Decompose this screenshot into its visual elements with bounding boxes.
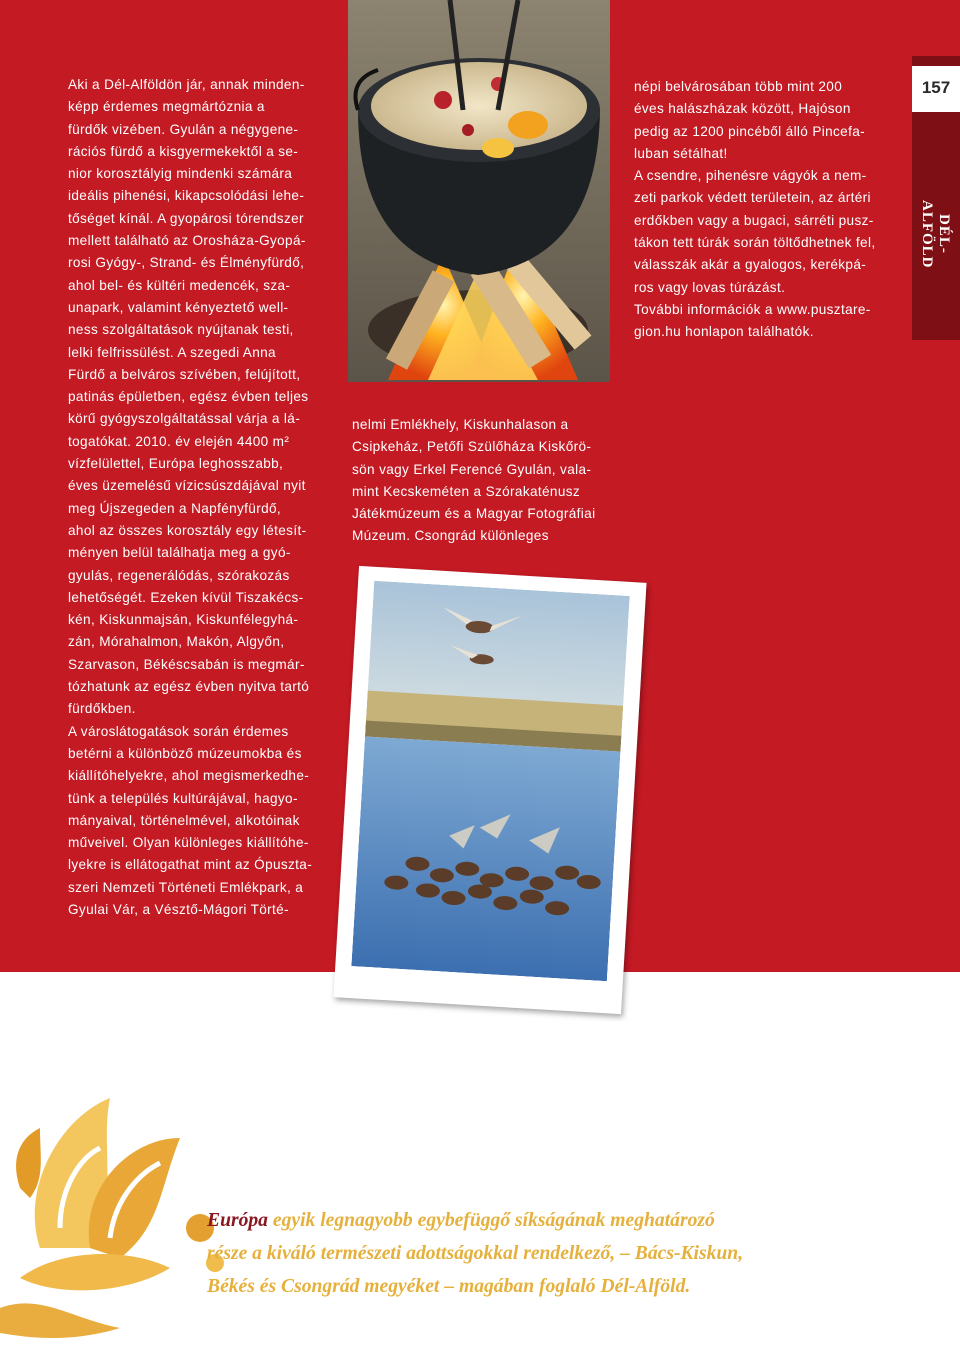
caption-line-1-rest: egyik legnagyobb egybefüggő síkságának meghatározó	[267, 1210, 715, 1231]
left-column-line: vízfelülettel, Európa leghosszabb,	[68, 456, 284, 472]
right-column-line: gion.hu honlapon találhatók.	[634, 324, 814, 340]
left-column-line: betérni a különböző múzeumokba és	[68, 745, 302, 761]
right-column-line: éves halászházak között, Hajóson	[634, 101, 851, 117]
left-column-line: körű gyógyszolgáltatással várja a lá-	[68, 411, 301, 427]
left-column-line: lyekre is ellátogathat mint az Ópuszta-	[68, 857, 313, 873]
right-column-line: zeti parkok védett területein, az ártéri	[634, 190, 871, 206]
left-column-line: képp érdemes megmártóznia a	[68, 99, 265, 115]
right-column-line: További információk a www.pusztare-	[634, 301, 871, 317]
left-column-line: műveivel. Olyan különleges kiállítóhe-	[68, 835, 309, 851]
middle-column-line: mint Kecskeméten a Szórakaténusz	[352, 483, 581, 499]
left-column-line: ideális pihenési, kikapcsolódási lehe-	[68, 188, 305, 204]
left-column-line: Szarvason, Békéscsabán is megmár-	[68, 656, 305, 672]
right-column-line: népi belvárosában több mint 200	[634, 79, 843, 94]
left-column-line: rosi Gyógy-, Strand- és Élményfürdő,	[68, 255, 305, 271]
right-text-column	[634, 76, 906, 344]
left-column-line: ness szolgáltatások nyújtanak testi,	[68, 322, 294, 338]
right-column-line: luban sétálhat!	[634, 145, 728, 161]
left-column-line: meg Újszegeden a Napfényfürdő,	[68, 500, 282, 516]
caption-lead: Európa	[207, 1210, 268, 1231]
left-column-line: Aki a Dél-Alföldön jár, annak minden-	[68, 77, 305, 92]
left-column-line: fürdők vizében. Gyulán a négygene-	[68, 121, 299, 137]
left-column-line: Gyulai Vár, a Vésztő-Mágori Törté-	[68, 901, 289, 917]
left-column-line: mányaival, történelmével, alkotóinak	[68, 812, 300, 828]
region-label: DÉL-ALFÖLD	[919, 199, 952, 269]
left-column-line: nior korosztályig mindenki számára	[68, 166, 293, 182]
middle-column-line: Játékmúzeum és a Magyar Fotográfiai	[352, 506, 596, 522]
left-column-line: A városlátogatások során érdemes	[68, 723, 289, 739]
middle-column-line: Múzeum. Csongrád különleges	[352, 528, 549, 544]
left-column-line: tózhatunk az egész évben nyitva tartó	[68, 679, 310, 695]
caption-line-2: része a kiváló természeti adottságokkal rendelkező, – Bács-Kiskun,	[207, 1243, 744, 1264]
left-column-line: Fürdő a belváros szívében, felújított,	[68, 366, 301, 382]
left-column-line: tőséget kínál. A gyopárosi tórendszer	[68, 210, 304, 226]
right-column-line: ros vagy lovas túrázást.	[634, 279, 786, 295]
left-column-line: kiállítóhelyekre, ahol megismerkedhe-	[68, 768, 310, 784]
caption	[207, 1204, 907, 1303]
left-column-line: ahol bel- és kültéri medencék, sza-	[68, 277, 291, 293]
right-column-line: erdőkben vagy a bugaci, sárréti pusz-	[634, 212, 874, 228]
left-column-line: tünk a település kultúrájával, hagyo-	[68, 790, 298, 806]
page-number: 157	[921, 78, 951, 97]
cauldron-photo	[348, 0, 610, 382]
left-column-line: éves üzemelésű vízicsúszdájával nyit	[68, 478, 306, 494]
left-column-line: gyulás, regenerálódás, szórakozás	[68, 567, 290, 583]
left-column-line: fürdőkben.	[68, 701, 136, 717]
left-column-line: kén, Kiskunmajsán, Kiskunfélegyhá-	[68, 612, 299, 628]
left-column-line: togatókat. 2010. év elején 4400 m²	[68, 433, 290, 449]
middle-column-line: Csipkeház, Petőfi Szülőháza Kiskőrö-	[352, 439, 592, 455]
middle-column-line: nelmi Emlékhely, Kiskunhalason a	[352, 417, 569, 432]
left-column-line: zán, Mórahalmon, Makón, Algyőn,	[68, 634, 285, 650]
right-column-line: tákon tett túrák során töltődhetnek fel,	[634, 235, 876, 251]
caption-line-3: Békés és Csongrád megyéket – magában foglaló Dél-Alföld.	[207, 1276, 691, 1297]
left-column-line: szeri Nemzeti Történeti Emlékpark, a	[68, 879, 304, 895]
birds-photo	[351, 581, 629, 982]
left-column-line: ményen belül találhatja meg a gyó-	[68, 545, 291, 561]
left-column-line: mellett található az Orosháza-Gyopá-	[68, 233, 306, 249]
left-column-line: patinás épületben, egész évben teljes	[68, 389, 309, 405]
left-column-line: lehetőségét. Ezeken kívül Tiszakécs-	[68, 589, 304, 605]
right-column-line: válasszák akár a gyalogos, kerékpá-	[634, 257, 867, 273]
photo-frame	[333, 566, 646, 1014]
left-text-column	[68, 74, 344, 921]
middle-text-column	[352, 414, 620, 548]
left-column-line: lelki felfrissülést. A szegedi Anna	[68, 344, 276, 360]
middle-column-line: sön vagy Erkel Ferencé Gyulán, vala-	[352, 461, 592, 477]
right-column-line: pedig az 1200 pincéből álló Pincefa-	[634, 123, 866, 139]
left-column-line: rációs fürdő a kisgyermekektől a se-	[68, 143, 299, 159]
left-column-line: ahol az összes korosztály egy létesít-	[68, 522, 307, 538]
caption-line-1	[207, 1204, 907, 1237]
birds-illustration	[351, 581, 629, 982]
right-column-line: A csendre, pihenésre vágyók a nem-	[634, 168, 867, 184]
left-column-line: unapark, valamint kényeztető well-	[68, 299, 289, 315]
cauldron-illustration	[348, 0, 610, 382]
